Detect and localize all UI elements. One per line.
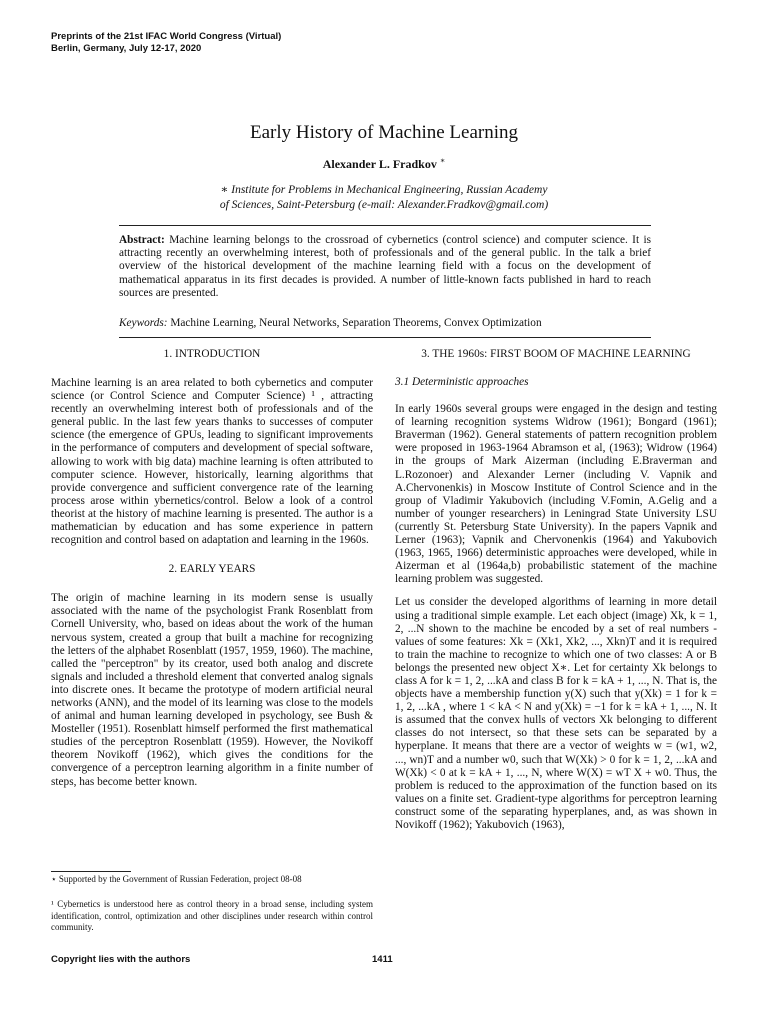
footnote-rule [51,871,131,872]
author-mark: ∗ [439,156,446,165]
right-column [395,348,717,832]
algorithms-paragraph: Let us consider the developed algorithms of learning in more detail using a traditional simple example. Let each object (image) Xk, k = 1, 2, ...N shown to the machine be encoded by a set of real numbers - values of some features: Xk = (Xk1, Xk2, ..., Xkn)T and it is required to train the machine to recognize to which one of two classes: A or B belongs the presented new object X∗. Let for certainty Xk belongs to class A for k = 1, 2, ...kA and class B for k = kA + 1, ..., N. That is, the objects have a membership function y(X) such that y(Xk) = 1 for k = 1, 2, ...kA , where 1 < kA < N and y(Xk) = −1 for k = kA + 1, ..., N. It is assumed that the convex hulls of vectors Xk belonging to different classes do not intersect, so that these sets can be separated by a hyperplane. It means that there are a vector of weights w = (w1, w2, ..., wn)T and a number w0, such that W(Xk) > 0 for k = 1, 2, ...kA and W(Xk) < 0 at k = kA + 1, ..., N, where W(X) = wT X + w0. Thus, the problem is reduced to the approximation of the function based on its values on a finite set. Gradient-type algorithms for perceptron learning construct some of the separating hyperplanes, and, as was shown in Novikoff (1962); Yakubovich (1963), [395,596,717,831]
keywords-text: Machine Learning, Neural Networks, Separation Theorems, Convex Optimization [170,317,542,329]
section-heading-1960s: 3. THE 1960s: FIRST BOOM OF MACHINE LEARNING [421,348,691,360]
copyright-notice: Copyright lies with the authors [51,954,191,965]
conference-name: Preprints of the 21st IFAC World Congress (Virtual) [51,31,282,42]
keywords-bottom-rule [119,337,651,338]
early-years-paragraph: The origin of machine learning in its modern sense is usually associated with the name of the psychologist Frank Rosenblatt from Cornell University, who, based on ideas about the work of the human nervous system, created a group that built a machine for recognizing the letters of the alphabet Rosenblatt (1957, 1959, 1960). The machine, called the "perceptron" by its creator, used both analog and discrete signals and included a threshold element that converted analog signals into discrete ones. It became the prototype of modern artificial neural networks (ANN), and the model of its learning was close to the models of animal and human learning developed in psychology, see Bush & Mosteller (1951). Rosenblatt himself performed the first mathematical studies of the perceptron Rosenblatt (1959). However, the Novikoff theorem Novikoff (1962), which gives the conditions for the convergence of a perceptron learning algorithm in a finite number of steps, has become better known. [51,592,373,788]
section-heading-early-years: 2. EARLY YEARS [168,563,256,576]
deterministic-paragraph: In early 1960s several groups were engaged in the design and testing of learning recognition systems Widrow (1961); Bongard (1961); Braverman (1962). General statements of pattern recognition problem were proposed in 1963-1964 Abramson et al, (1963); Widrow (1964) in the groups of Mark Aizerman (including E.Braverman and L.Rozonoer) and Alexander Lerner (including V. Vapnik and A.Chervonenkis) in Moscow Institute of Control Science and in the group of Vladimir Yakubovich (including V.Fomin, A.Gelig and a number of younger researchers) in Leningrad State University LSU (currently St. Petersburg State University). In the papers Vapnik and Lerner (1963); Vapnik and Chervonenkis (1964) and Yakubovich (1963, 1965, 1966) deterministic approaches were developed, while in Aizerman et al (1964a,b) probabilistic statement of the machine learning problem was suggested. [395,403,717,586]
abstract [119,234,651,300]
paper-title: Early History of Machine Learning [249,122,519,143]
keywords [119,317,651,330]
affiliation-line-2: of Sciences, Saint-Petersburg (e-mail: Alexander.Fradkov@gmail.com) [219,199,549,211]
introduction-paragraph: Machine learning is an area related to both cybernetics and computer science (or Control Science and Computer Science) ¹ , attracting recently an overwhelming interest both of professionals and of the general public. In the last few years thanks to successes of computer science (the emergence of GPUs, leading to significant improvements in the performance of computers and development of special software, allowing to work with big data) machine learning is often attributed to computer science. However, historically, learning algorithms that provide convergence and sufficient convergence rate of the learning process arose within ybernetics/control. Below a look of a control theorist at the history of machine learning is presented. The author is a mathematician by education and has some experience in pattern recognition and control based on adaptation and learning in the 1960s. [51,377,373,547]
section-heading-introduction: 1. INTRODUCTION [163,348,261,360]
left-column [51,348,373,789]
conference-header [51,31,281,55]
affiliation-line-1: ∗ Institute for Problems in Mechanical Engineering, Russian Academy [220,184,548,196]
keywords-label: Keywords: [119,317,168,329]
page-number: 1411 [372,954,393,965]
footnote-funding: ⋆ Supported by the Government of Russian Federation, project 08-08 [51,874,302,884]
author-block [0,156,768,172]
author-name: Alexander L. Fradkov [322,157,437,171]
abstract-top-rule [119,225,651,226]
footnote-cybernetics: ¹ Cybernetics is understood here as control theory in a broad sense, including system identification, control, optimization and other disciplines under research within control community. [51,899,373,932]
subsection-heading-deterministic: 3.1 Deterministic approaches [395,376,529,388]
abstract-label: Abstract: [119,234,165,246]
conference-location: Berlin, Germany, July 12-17, 2020 [51,43,202,54]
affiliation [0,183,768,213]
abstract-text: Machine learning belongs to the crossroad of cybernetics (control science) and computer science. It is attracting recently an overwhelming interest, both of professionals and of the general public. In the talk a brief overview of the historical development of the machine learning field with a focus on the development of mathematical apparatus in its first decades is provided. A number of little-known facts published in hard to reach sources are presented. [119,234,651,299]
